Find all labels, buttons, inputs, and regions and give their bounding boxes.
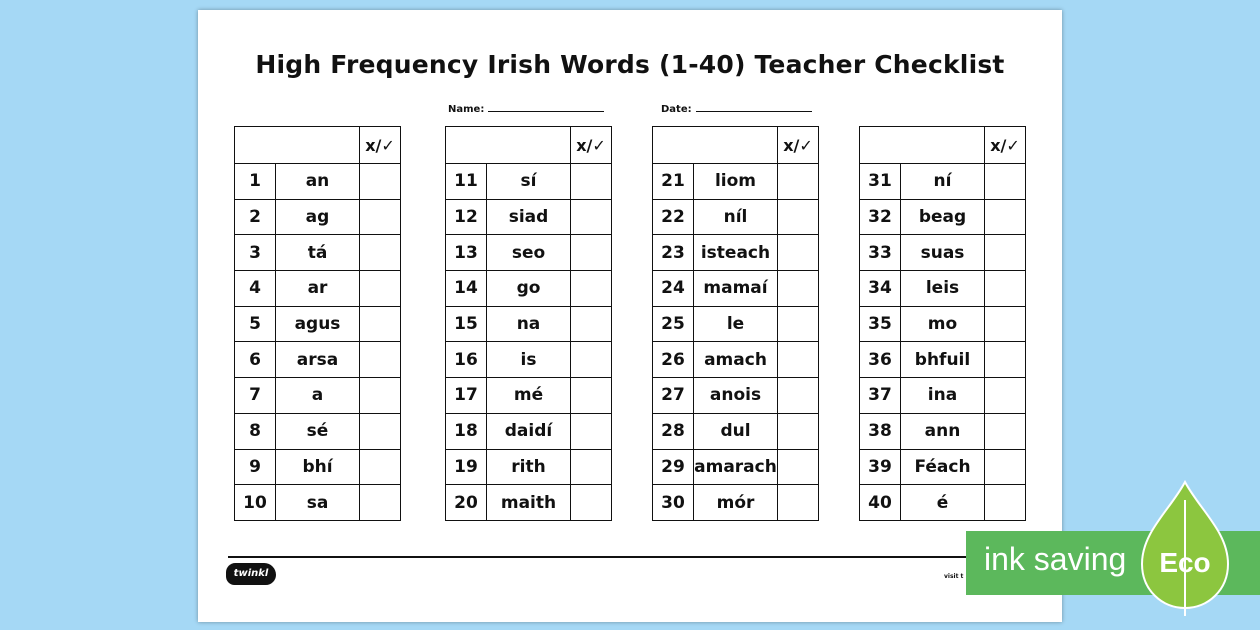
check-box-cell[interactable] (778, 306, 819, 342)
table-row (235, 485, 401, 521)
check-box-cell[interactable] (778, 413, 819, 449)
word-table-3 (652, 126, 819, 521)
footer-divider (228, 556, 1032, 558)
check-box-cell[interactable] (985, 235, 1026, 271)
word-number: 38 (860, 413, 901, 449)
word-number: 30 (653, 485, 694, 521)
word-number: 40 (860, 485, 901, 521)
table-row (446, 378, 612, 414)
word-cell: ar (276, 271, 360, 307)
word-cell: liom (694, 164, 778, 200)
word-number: 35 (860, 306, 901, 342)
mark-header: x/✓ (571, 127, 612, 164)
word-cell: rith (487, 449, 571, 485)
word-cell: sí (487, 164, 571, 200)
word-cell: suas (901, 235, 985, 271)
check-box-cell[interactable] (778, 378, 819, 414)
word-number: 15 (446, 306, 487, 342)
check-box-cell[interactable] (778, 485, 819, 521)
word-cell: isteach (694, 235, 778, 271)
name-blank-line (488, 102, 604, 112)
word-number: 25 (653, 306, 694, 342)
table-header-row (235, 127, 401, 164)
check-box-cell[interactable] (571, 342, 612, 378)
word-cell: leis (901, 271, 985, 307)
table-row (446, 342, 612, 378)
table-row (446, 164, 612, 200)
table-row (446, 271, 612, 307)
table-row (653, 413, 819, 449)
check-box-cell[interactable] (985, 449, 1026, 485)
table-row (235, 413, 401, 449)
table-row (446, 413, 612, 449)
check-box-cell[interactable] (360, 485, 401, 521)
word-number: 37 (860, 378, 901, 414)
word-number: 21 (653, 164, 694, 200)
check-box-cell[interactable] (985, 485, 1026, 521)
word-cell: an (276, 164, 360, 200)
check-box-cell[interactable] (778, 235, 819, 271)
table-row (653, 235, 819, 271)
word-cell: mór (694, 485, 778, 521)
word-cell: siad (487, 199, 571, 235)
check-box-cell[interactable] (360, 413, 401, 449)
table-row (860, 235, 1026, 271)
check-box-cell[interactable] (571, 235, 612, 271)
word-cell: bhí (276, 449, 360, 485)
header-blank-cell (235, 127, 360, 164)
word-cell: Féach (901, 449, 985, 485)
word-cell: amarach (694, 449, 778, 485)
word-number: 36 (860, 342, 901, 378)
check-box-cell[interactable] (360, 449, 401, 485)
word-number: 32 (860, 199, 901, 235)
table-row (235, 449, 401, 485)
word-cell: na (487, 306, 571, 342)
check-box-cell[interactable] (360, 164, 401, 200)
table-row (860, 306, 1026, 342)
word-cell: ann (901, 413, 985, 449)
date-label: Date: (661, 104, 692, 115)
check-box-cell[interactable] (778, 449, 819, 485)
word-number: 24 (653, 271, 694, 307)
table-row (860, 164, 1026, 200)
word-cell: seo (487, 235, 571, 271)
check-box-cell[interactable] (360, 378, 401, 414)
eco-leaf-label: Eco (1159, 547, 1211, 578)
word-cell: mé (487, 378, 571, 414)
word-cell: amach (694, 342, 778, 378)
check-box-cell[interactable] (985, 306, 1026, 342)
twinkl-logo: twinkl (226, 563, 276, 585)
eco-leaf-icon (1138, 480, 1232, 616)
word-number: 5 (235, 306, 276, 342)
word-number: 9 (235, 449, 276, 485)
table-row (860, 413, 1026, 449)
check-box-cell[interactable] (985, 271, 1026, 307)
check-box-cell[interactable] (571, 271, 612, 307)
word-number: 26 (653, 342, 694, 378)
table-row (860, 271, 1026, 307)
check-box-cell[interactable] (985, 164, 1026, 200)
word-number: 3 (235, 235, 276, 271)
check-box-cell[interactable] (571, 413, 612, 449)
check-box-cell[interactable] (778, 164, 819, 200)
word-cell: bhfuil (901, 342, 985, 378)
table-row (235, 199, 401, 235)
word-number: 4 (235, 271, 276, 307)
header-blank-cell (446, 127, 571, 164)
check-box-cell[interactable] (778, 199, 819, 235)
table-row (653, 449, 819, 485)
word-number: 18 (446, 413, 487, 449)
word-cell: sa (276, 485, 360, 521)
word-number: 17 (446, 378, 487, 414)
table-row (653, 306, 819, 342)
word-number: 6 (235, 342, 276, 378)
word-cell: daidí (487, 413, 571, 449)
word-number: 13 (446, 235, 487, 271)
check-box-cell[interactable] (360, 199, 401, 235)
word-cell: ag (276, 199, 360, 235)
check-box-cell[interactable] (985, 342, 1026, 378)
word-number: 11 (446, 164, 487, 200)
table-row (446, 306, 612, 342)
table-row (653, 485, 819, 521)
word-number: 34 (860, 271, 901, 307)
word-number: 19 (446, 449, 487, 485)
word-table-2 (445, 126, 612, 521)
name-field (448, 102, 604, 115)
word-cell: dul (694, 413, 778, 449)
check-box-cell[interactable] (778, 271, 819, 307)
check-box-cell[interactable] (571, 199, 612, 235)
table-row (446, 235, 612, 271)
table-row (653, 378, 819, 414)
word-cell: a (276, 378, 360, 414)
worksheet-page (198, 10, 1062, 622)
word-cell: níl (694, 199, 778, 235)
word-number: 33 (860, 235, 901, 271)
word-table-4 (859, 126, 1026, 521)
word-number: 16 (446, 342, 487, 378)
word-cell: anois (694, 378, 778, 414)
word-cell: mamaí (694, 271, 778, 307)
word-cell: ní (901, 164, 985, 200)
table-header-row (653, 127, 819, 164)
word-number: 14 (446, 271, 487, 307)
word-cell: agus (276, 306, 360, 342)
word-number: 20 (446, 485, 487, 521)
word-cell: arsa (276, 342, 360, 378)
date-blank-line (696, 102, 812, 112)
check-box-cell[interactable] (360, 306, 401, 342)
word-number: 1 (235, 164, 276, 200)
table-row (860, 378, 1026, 414)
check-box-cell[interactable] (571, 378, 612, 414)
table-row (235, 271, 401, 307)
table-row (235, 342, 401, 378)
date-field (661, 102, 812, 115)
check-box-cell[interactable] (985, 378, 1026, 414)
visit-text: visit t (944, 573, 964, 580)
word-number: 7 (235, 378, 276, 414)
check-box-cell[interactable] (571, 164, 612, 200)
table-row (653, 199, 819, 235)
check-box-cell[interactable] (778, 342, 819, 378)
check-box-cell[interactable] (571, 485, 612, 521)
word-number: 22 (653, 199, 694, 235)
word-number: 28 (653, 413, 694, 449)
word-number: 2 (235, 199, 276, 235)
mark-header: x/✓ (360, 127, 401, 164)
table-row (653, 164, 819, 200)
word-cell: maith (487, 485, 571, 521)
table-row (860, 342, 1026, 378)
table-row (653, 342, 819, 378)
table-row (446, 199, 612, 235)
page-title: High Frequency Irish Words (1-40) Teacher Checklist (255, 50, 1005, 79)
table-row (446, 449, 612, 485)
ink-saving-label: ink saving (984, 541, 1127, 577)
table-row (860, 485, 1026, 521)
word-number: 39 (860, 449, 901, 485)
mark-header: x/✓ (778, 127, 819, 164)
check-box-cell[interactable] (571, 449, 612, 485)
word-number: 12 (446, 199, 487, 235)
table-row (860, 449, 1026, 485)
word-cell: beag (901, 199, 985, 235)
word-number: 8 (235, 413, 276, 449)
word-cell: le (694, 306, 778, 342)
word-number: 10 (235, 485, 276, 521)
table-row (235, 378, 401, 414)
check-box-cell[interactable] (571, 306, 612, 342)
table-row (446, 485, 612, 521)
word-cell: ina (901, 378, 985, 414)
word-cell: is (487, 342, 571, 378)
word-number: 27 (653, 378, 694, 414)
check-box-cell[interactable] (985, 199, 1026, 235)
table-row (653, 271, 819, 307)
word-cell: sé (276, 413, 360, 449)
word-table-1 (234, 126, 401, 521)
word-number: 31 (860, 164, 901, 200)
word-cell: tá (276, 235, 360, 271)
word-cell: go (487, 271, 571, 307)
check-box-cell[interactable] (360, 342, 401, 378)
table-header-row (860, 127, 1026, 164)
table-row (235, 164, 401, 200)
word-cell: mo (901, 306, 985, 342)
mark-header: x/✓ (985, 127, 1026, 164)
check-box-cell[interactable] (360, 271, 401, 307)
check-box-cell[interactable] (360, 235, 401, 271)
table-row (235, 306, 401, 342)
table-row (860, 199, 1026, 235)
header-blank-cell (860, 127, 985, 164)
word-cell: é (901, 485, 985, 521)
table-header-row (446, 127, 612, 164)
name-label: Name: (448, 104, 485, 115)
table-row (235, 235, 401, 271)
word-number: 29 (653, 449, 694, 485)
check-box-cell[interactable] (985, 413, 1026, 449)
header-blank-cell (653, 127, 778, 164)
word-number: 23 (653, 235, 694, 271)
